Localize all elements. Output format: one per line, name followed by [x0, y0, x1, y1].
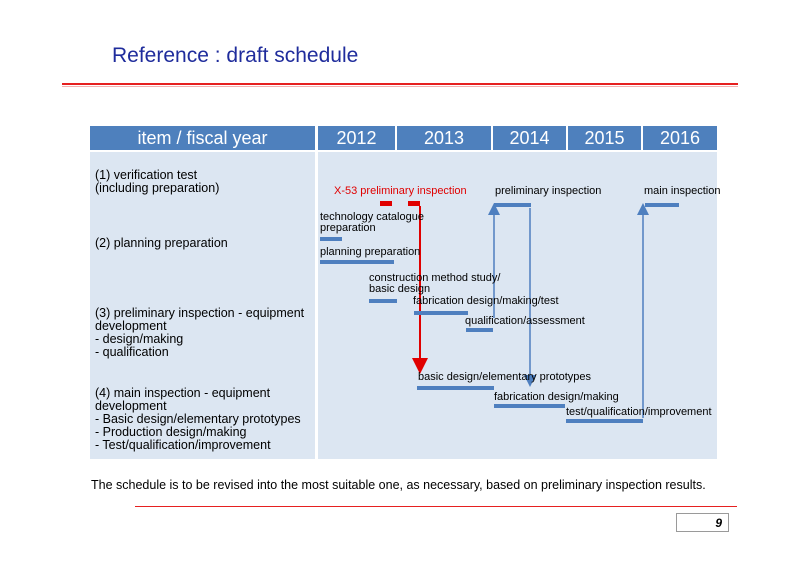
bar-x53-part1: [380, 201, 392, 206]
label-fabrication-design-making: fabrication design/making: [494, 391, 619, 403]
bar-qualification-assessment: [466, 328, 493, 332]
label-main-inspection: main inspection: [644, 185, 721, 197]
label-technology-catalogue: technology catalogue preparation: [320, 211, 424, 234]
label-preliminary-inspection: preliminary inspection: [495, 185, 602, 197]
header-year-2016: 2016: [643, 126, 717, 150]
bar-x53-part2: [408, 201, 420, 206]
label-basic-design-prototypes: basic design/elementary prototypes: [418, 371, 592, 383]
bar-basic-design-prototypes: [417, 386, 494, 390]
header-item-column: item / fiscal year: [90, 126, 315, 150]
row-label-planning-preparation: (2) planning preparation: [95, 236, 228, 250]
slide-title: Reference : draft schedule: [112, 44, 359, 67]
header-year-2015: 2015: [568, 126, 641, 150]
footer-divider: [135, 506, 737, 507]
header-year-2014: 2014: [493, 126, 566, 150]
label-qualification-assessment: qualification/assessment: [465, 315, 585, 327]
row-label-verification-test: (1) verification test (including preparation): [95, 168, 220, 195]
label-fabrication-design-making-test: fabrication design/making/test: [413, 295, 559, 307]
bar-fabrication-design-making-test: [414, 311, 468, 315]
label-test-qualification-improvement: test/qualification/improvement: [566, 406, 712, 418]
bar-construction-method-study: [369, 299, 397, 303]
label-x53-preliminary-inspection: X-53 preliminary inspection: [334, 185, 467, 197]
row-label-main-equipment: (4) main inspection - equipment development - Basic design/elementary prototypes - Production design/making - Test/qualification/improvement: [95, 386, 301, 452]
header-year-2013: 2013: [397, 126, 491, 150]
row-label-preliminary-equipment: (3) preliminary inspection - equipment development - design/making - qualification: [95, 306, 305, 359]
bar-fabrication-design-making: [494, 404, 565, 408]
schedule-footnote: The schedule is to be revised into the most suitable one, as necessary, based on preliminary inspection results.: [91, 478, 706, 492]
page-number: 9: [676, 513, 729, 532]
bar-technology-catalogue: [320, 237, 342, 241]
bar-test-qualification-improvement: [566, 419, 643, 423]
bar-planning-preparation: [320, 260, 394, 264]
bar-main-inspection: [645, 203, 679, 207]
label-planning-preparation: planning preparation: [320, 246, 421, 258]
bar-preliminary-inspection: [494, 203, 531, 207]
header-year-2012: 2012: [318, 126, 395, 150]
label-construction-method-study: construction method study/ basic design: [369, 272, 501, 295]
